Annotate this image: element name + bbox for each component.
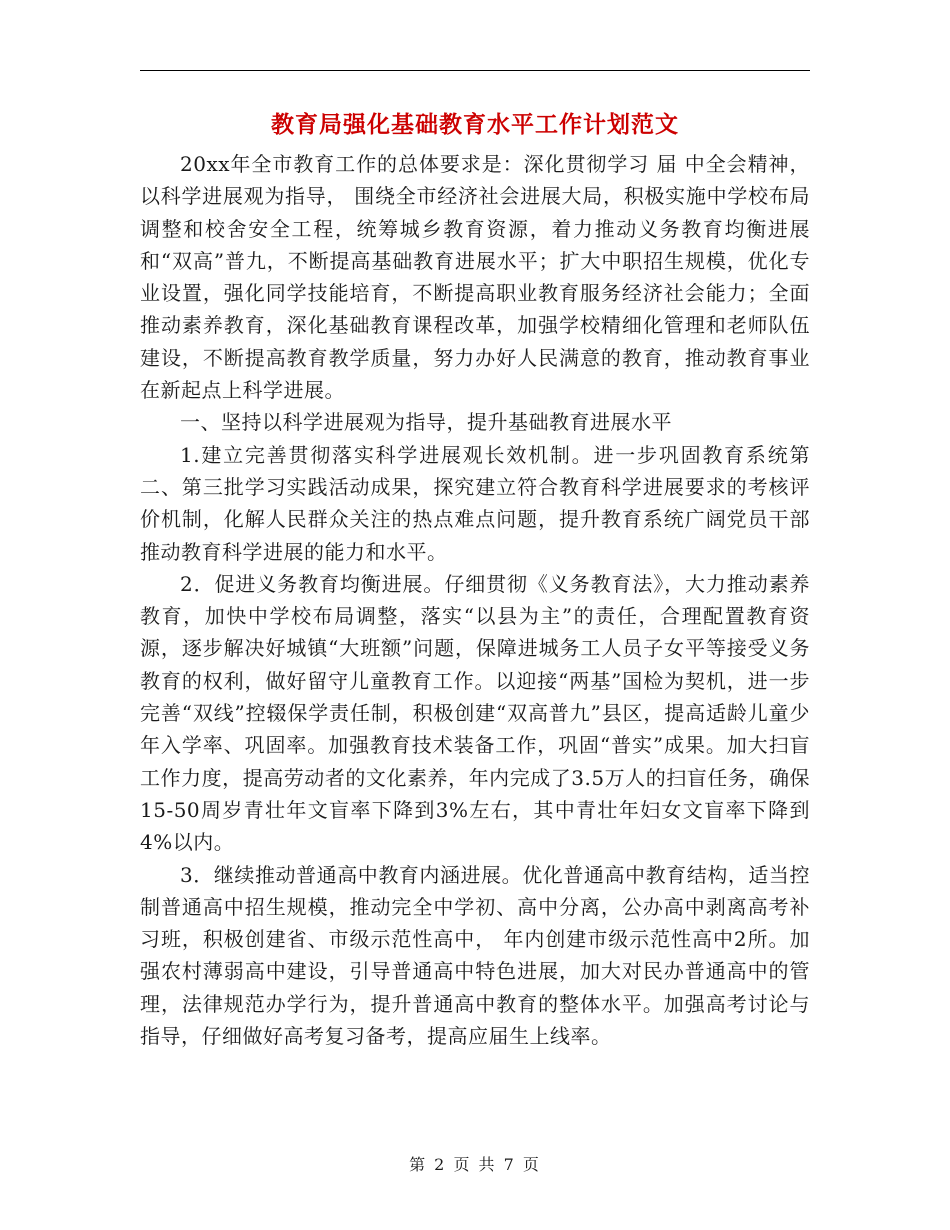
page-number-footer: 第 2 页 共 7 页 <box>409 1155 541 1174</box>
item-paragraph-1: 1.建立完善贯彻落实科学进展观长效机制。进一步巩固教育系统第二、第三批学习实践活动成果，探究建立符合教育科学进展要求的考核评价机制，化解人民群众关注的热点难点问题，提升教育系统广阔党员干部推动教育科学进展的能力和水平。 <box>140 442 810 564</box>
item-paragraph-2: 2．促进义务教育均衡进展。仔细贯彻《义务教育法》，大力推动素养教育，加快中学校布局调整，落实“以县为主”的责任，合理配置教育资源，逐步解决好城镇“大班额”问题，保障进城务工人员子女平等接受义务教育的权利，做好留守儿童教育工作。以迎接“两基”国检为契机，进一步完善“双线”控辍保学责任制，积极创建“双高普九”县区，提高适龄儿童少年入学率、巩固率。加强教育技术装备工作，巩固“普实”成果。加大扫盲工作力度，提高劳动者的文化素养，年内完成了3.5万人的扫盲任务，确保15-50周岁青壮年文盲率下降到3%左右，其中青壮年妇女文盲率下降到4%以内。 <box>140 571 810 855</box>
header-rule <box>140 70 810 71</box>
section-heading-1: 一、坚持以科学进展观为指导，提升基础教育进展水平 <box>180 410 672 435</box>
document-title: 教育局强化基础教育水平工作计划范文 <box>271 111 679 138</box>
intro-paragraph: 20xx年全市教育工作的总体要求是：深化贯彻学习 届 中全会精神，以科学进展观为指导， 围绕全市经济社会进展大局，积极实施中学校布局调整和校舍安全工程，统筹城乡教育资源，着力推动义务教育均衡进展和“双高”普九，不断提高基础教育进展水平；扩大中职招生规模，优化专业设置，强化同学技能培育，不断提高职业教育服务经济社会能力；全面推动素养教育，深化基础教育课程改革，加强学校精细化管理和老师队伍建设，不断提高教育教学质量，努力办好人民满意的教育，推动教育事业在新起点上科学进展。 <box>140 152 810 403</box>
document-body <box>140 148 810 1052</box>
item-paragraph-3: 3．继续推动普通高中教育内涵进展。优化普通高中教育结构，适当控制普通高中招生规模，推动完全中学初、高中分离，公办高中剥离高考补习班，积极创建省、市级示范性高中， 年内创建市级示范性高中2所。加强农村薄弱高中建设，引导普通高中特色进展，加大对民办普通高中的管理，法律规范办学行为，提升普通高中教育的整体水平。加强高考讨论与指导，仔细做好高考复习备考，提高应届生上线率。 <box>140 862 810 1049</box>
